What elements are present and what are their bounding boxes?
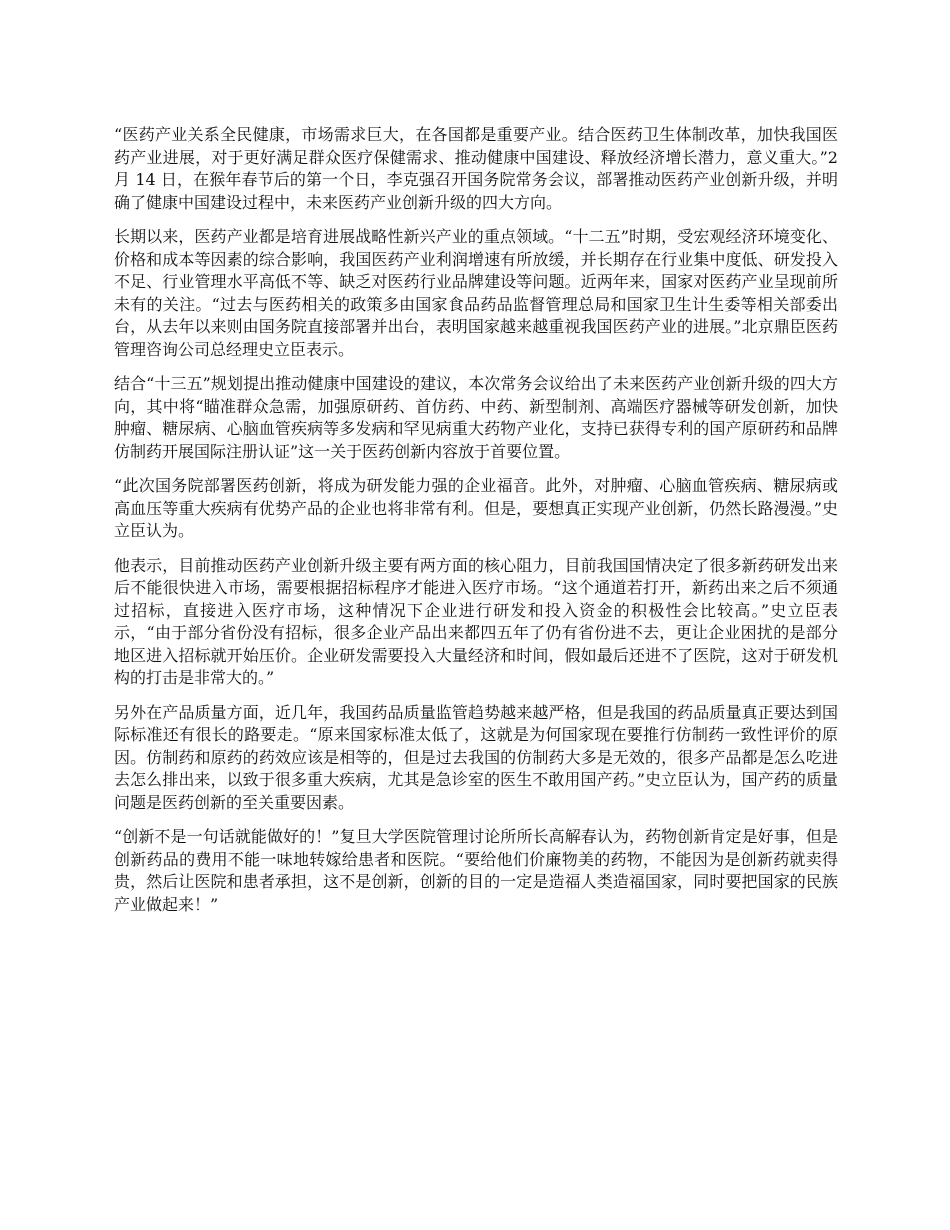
paragraph-2: 长期以来，医药产业都是培育进展战略性新兴产业的重点领域。“十二五”时期，受宏观经济环境变化、价格和成本等因素的综合影响，我国医药产业利润增速有所放缓，并长期存在行业集中度低、研发投入不足、行业管理水平高低不等、缺乏对医药行业品牌建设等问题。近两年来，国家对医药产业呈现前所未有的关注。“过去与医药相关的政策多由国家食品药品监督管理总局和国家卫生计生委等相关部委出台，从去年以来则由国务院直接部署并出台，表明国家越来越重视我国医药产业的进展。”北京鼎臣医药管理咨询公司总经理史立臣表示。	[114, 227, 838, 359]
paragraph-3: 结合“十三五”规划提出推动健康中国建设的建议，本次常务会议给出了未来医药产业创新升级的四大方向，其中将“瞄准群众急需，加强原研药、首仿药、中药、新型制剂、高端医疗器械等研发创新，加快肿瘤、糖尿病、心脑血管疾病等多发病和罕见病重大药物产业化，支持已获得专利的国产原研药和品牌仿制药开展国际注册认证”这一关于医药创新内容放于首要位置。	[114, 374, 838, 461]
paragraph-5: 他表示，目前推动医药产业创新升级主要有两方面的核心阻力，目前我国国情决定了很多新药研发出来后不能很快进入市场，需要根据招标程序才能进入医疗市场。“这个通道若打开，新药出来之后不须通过招标，直接进入医疗市场，这种情况下企业进行研发和投入资金的积极性会比较高。”史立臣表示，“由于部分省份没有招标，很多企业产品出来都四五年了仍有省份进不去，更让企业困扰的是部分地区进入招标就开始压价。企业研发需要投入大量经济和时间，假如最后还进不了医院，这对于研发机构的打击是非常大的。”	[114, 555, 838, 687]
paragraph-1: “医药产业关系全民健康，市场需求巨大，在各国都是重要产业。结合医药卫生体制改革，加快我国医药产业进展，对于更好满足群众医疗保健需求、推动健康中国建设、释放经济增长潜力，意义重大。”2 月 14 日，在猴年春节后的第一个日，李克强召开国务院常务会议，部署推动医药产业创新升级，并明确了健康中国建设过程中，未来医药产业创新升级的四大方向。	[114, 125, 838, 212]
paragraph-6: 另外在产品质量方面，近几年，我国药品质量监管趋势越来越严格，但是我国的药品质量真正要达到国际标准还有很长的路要走。“原来国家标准太低了，这就是为何国家现在要推行仿制药一致性评价的原因。仿制药和原药的药效应该是相等的，但是过去我国的仿制药大多是无效的，很多产品都是怎么吃进去怎么排出来，以致于很多重大疾病，尤其是急诊室的医生不敢用国产药。”史立臣认为，国产药的质量问题是医药创新的至关重要因素。	[114, 702, 838, 812]
paragraph-4: “此次国务院部署医药创新，将成为研发能力强的企业福音。此外，对肿瘤、心脑血管疾病、糖尿病或高血压等重大疾病有优势产品的企业也将非常有利。但是，要想真正实现产业创新，仍然长路漫漫。”史立臣认为。	[114, 476, 838, 540]
article-body	[114, 124, 838, 928]
paragraph-7: “创新不是一句话就能做好的！”复旦大学医院管理讨论所所长高解春认为，药物创新肯定是好事，但是创新药品的费用不能一味地转嫁给患者和医院。“要给他们价廉物美的药物，不能因为是创新药就卖得贵，然后让医院和患者承担，这不是创新，创新的目的一定是造福人类造福国家，同时要把国家的民族产业做起来！”	[114, 827, 838, 914]
